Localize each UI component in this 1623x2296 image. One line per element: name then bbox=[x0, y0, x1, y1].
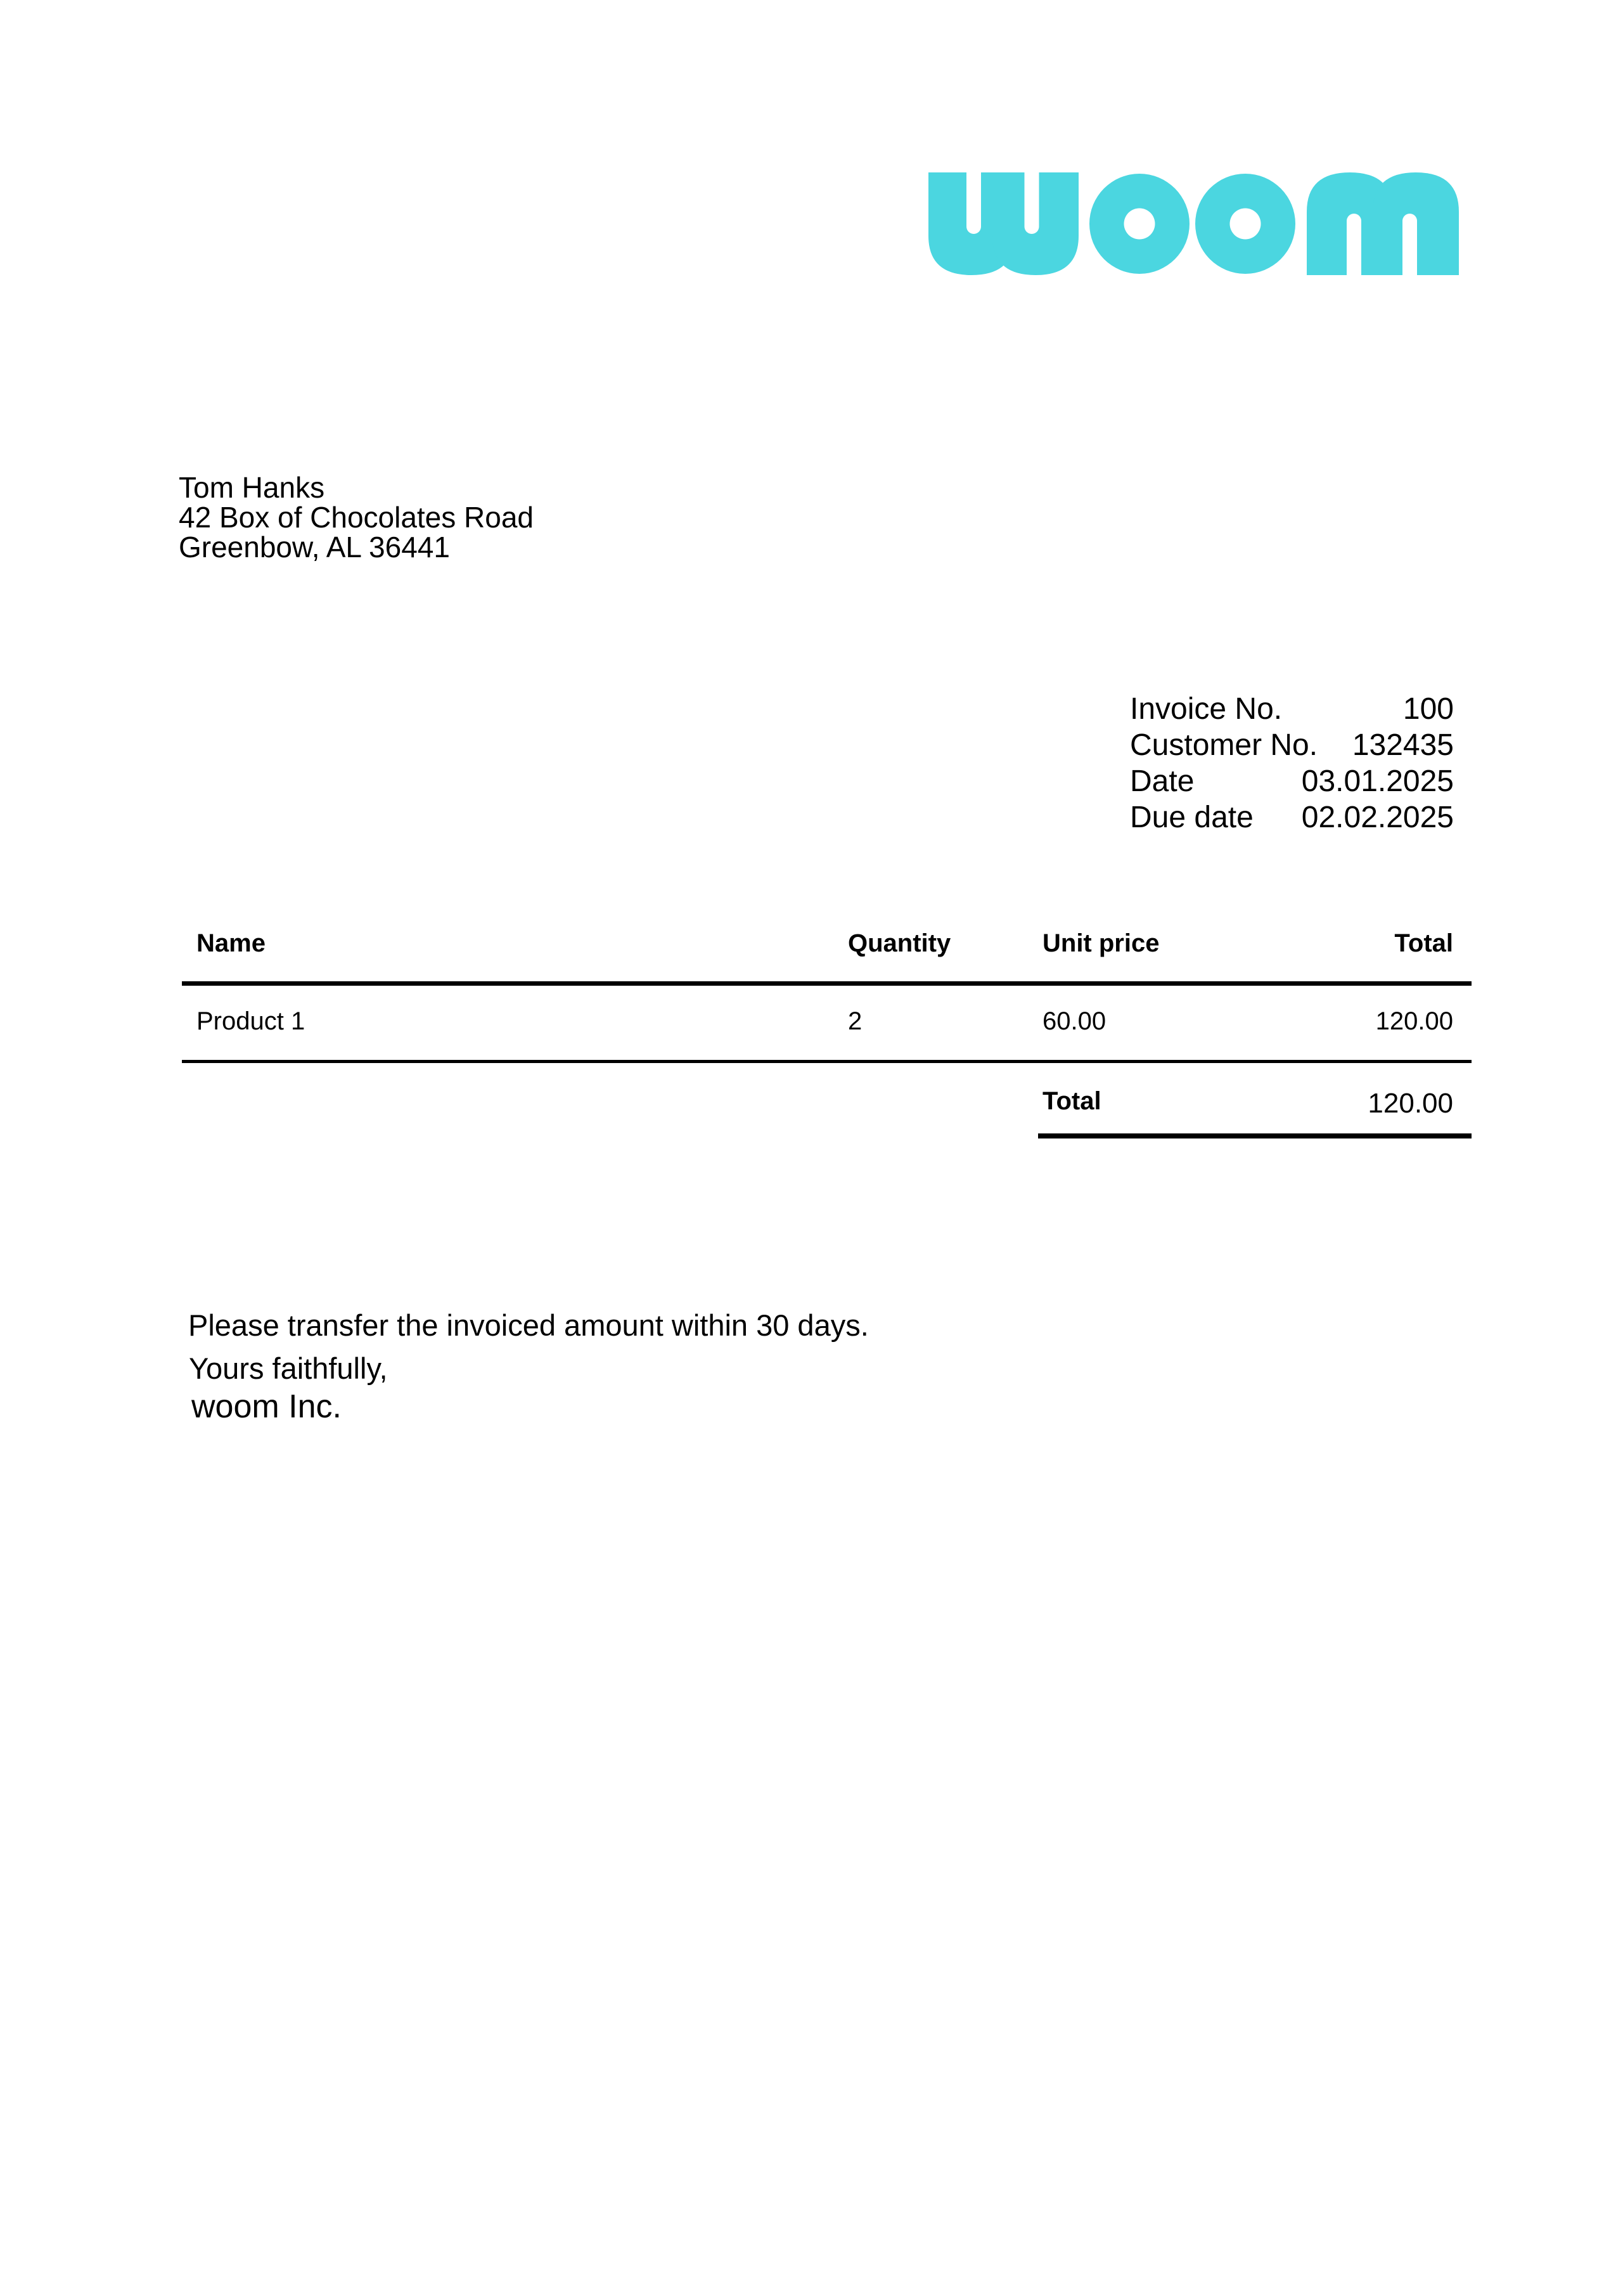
customer-no-label: Customer No. bbox=[1130, 728, 1318, 762]
customer-no-value: 132435 bbox=[1352, 728, 1454, 762]
payment-instruction: Please transfer the invoiced amount within 30 days. bbox=[188, 1308, 869, 1342]
woom-logo-graphic bbox=[928, 172, 1461, 275]
recipient-address bbox=[179, 473, 534, 562]
invoice-meta-labels bbox=[1130, 691, 1318, 835]
due-date-value: 02.02.2025 bbox=[1301, 801, 1454, 834]
item-quantity: 2 bbox=[848, 1007, 863, 1035]
invoice-no-label: Invoice No. bbox=[1130, 692, 1283, 726]
logo-letter-o2 bbox=[1195, 174, 1295, 274]
table-header-rule bbox=[182, 981, 1472, 986]
invoice-no-value: 100 bbox=[1402, 692, 1454, 726]
woom-logo bbox=[928, 172, 1461, 275]
table-summary-rule bbox=[1038, 1133, 1472, 1138]
logo-letter-o bbox=[1089, 174, 1190, 274]
summary-total-value: 120.00 bbox=[1368, 1088, 1453, 1119]
recipient-name: Tom Hanks bbox=[179, 471, 325, 504]
item-name: Product 1 bbox=[196, 1007, 305, 1035]
table-header-total: Total bbox=[1394, 929, 1453, 957]
closing-salutation: Yours faithfully, bbox=[189, 1351, 388, 1385]
table-header-quantity: Quantity bbox=[848, 929, 951, 957]
date-value: 03.01.2025 bbox=[1301, 764, 1454, 798]
item-total: 120.00 bbox=[1375, 1007, 1453, 1035]
due-date-label: Due date bbox=[1130, 801, 1254, 834]
logo-letter-w bbox=[928, 172, 1079, 275]
date-label: Date bbox=[1130, 764, 1195, 798]
item-unit-price: 60.00 bbox=[1042, 1007, 1107, 1035]
summary-total-label: Total bbox=[1042, 1087, 1101, 1115]
table-header-unit-price: Unit price bbox=[1042, 929, 1160, 957]
invoice-meta-values bbox=[1302, 691, 1454, 835]
recipient-city: Greenbow, AL 36441 bbox=[179, 531, 450, 564]
table-header-name: Name bbox=[196, 929, 266, 957]
table-row-rule bbox=[182, 1060, 1472, 1063]
recipient-street: 42 Box of Chocolates Road bbox=[179, 501, 534, 534]
logo-letter-m bbox=[1307, 172, 1459, 275]
company-signature: woom Inc. bbox=[191, 1388, 342, 1425]
